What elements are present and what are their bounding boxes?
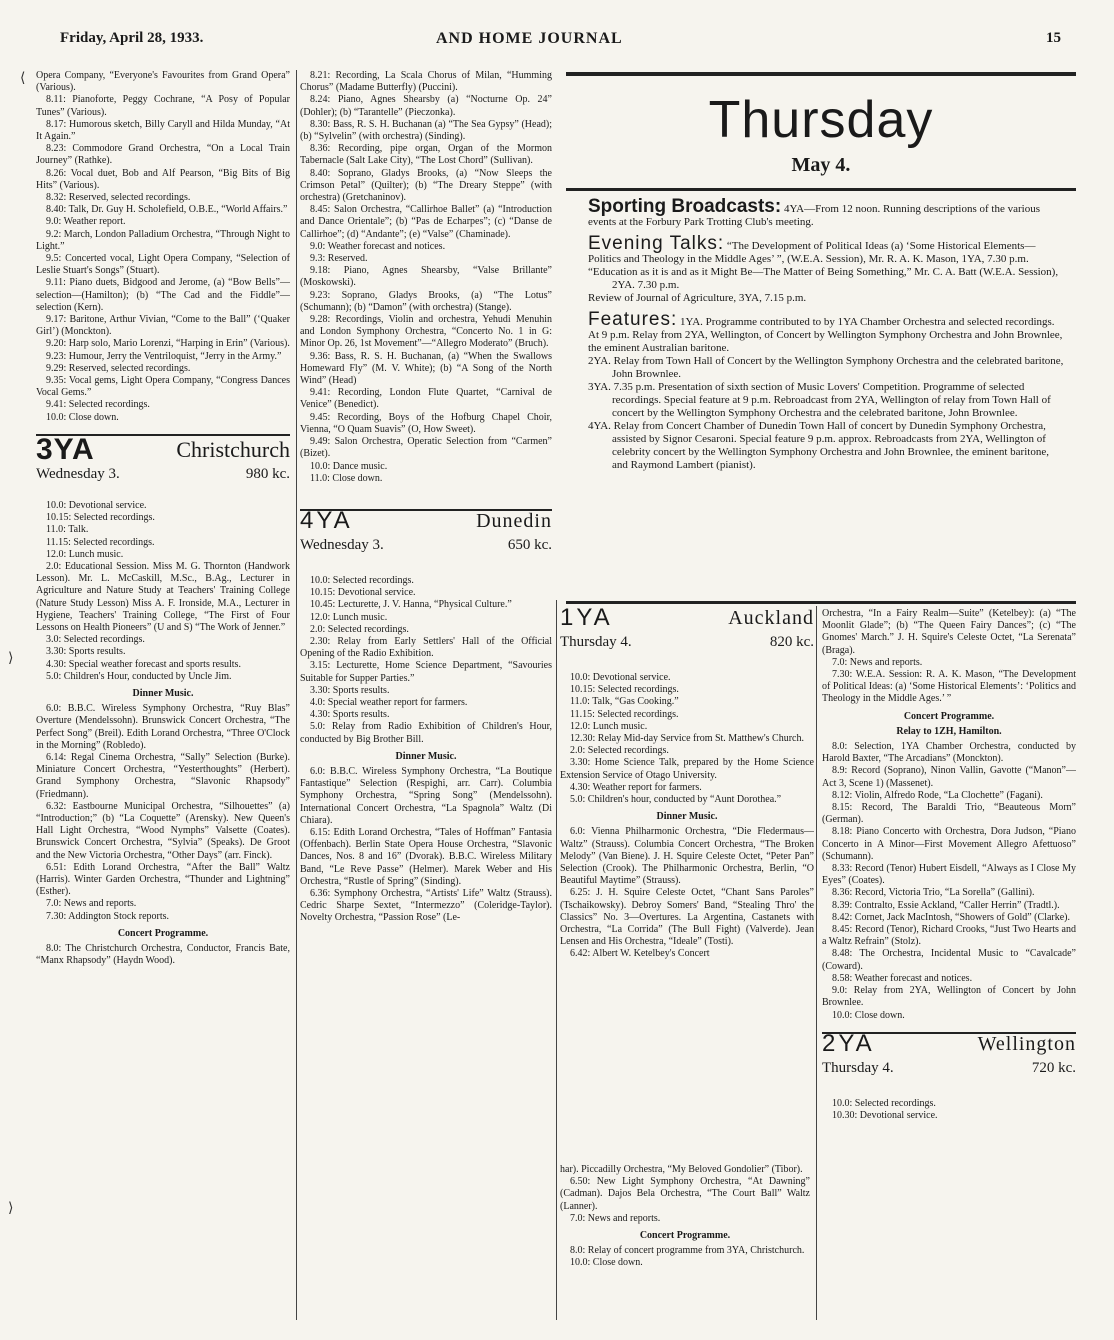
list-item: 8.24: Piano, Agnes Shearsby (a) “Nocturne Op. 24” (Dohler); (b) “Tarantelle” (Pieczonka).	[300, 94, 552, 118]
station-day: Thursday 4.	[560, 634, 632, 650]
list-item: 8.23: Commodore Grand Orchestra, “On a Local Train Journey” (Rathke).	[36, 143, 290, 167]
list-item: 2.0: Educational Session. Miss M. G. Thornton (Handwork Lesson). Mr. L. McCaskill, M.Sc., B.Ag., Lecturer in Agriculture and Nature Study at Teachers' Training College (Nature Study Lesson) Miss A. F. Ironside, M.A., Lecturer in Hygiene, Teachers' Training College, “The First of Four Lessons on Health Pioneers” (U and S) “The Work of Jenner.”	[36, 560, 290, 633]
list-item: 8.18: Piano Concerto with Orchestra, Dora Judson, “Piano Concerto in A Minor—First Movement Allegro Afettuoso” (Schumann).	[822, 826, 1076, 862]
list-item: 8.21: Recording, La Scala Chorus of Milan, “Humming Chorus” (Madame Butterfly) (Puccini).	[300, 70, 552, 94]
section-heading: Dinner Music.	[132, 687, 194, 699]
section-heading: Dinner Music.	[656, 811, 718, 823]
list-item: 8.26: Vocal duet, Bob and Alf Pearson, “Big Bits of Big Hits” (Various).	[36, 167, 290, 191]
station-header-2ya	[822, 1029, 1076, 1084]
list-item: 6.51: Edith Lorand Orchestra, “After the Ball” Waltz (Harris). Winter Garden Orchestra, “Thunder and Lightning” (Esther).	[36, 861, 290, 898]
list-item: 10.0: Selected recordings.	[310, 574, 414, 586]
list-item: 8.39: Contralto, Essie Ackland, “Caller Herrin” (Tradtl.).	[832, 899, 1060, 911]
sporting-broadcasts	[588, 196, 1064, 229]
list-item: 10.0: Close down.	[832, 1009, 905, 1021]
list-item: 10.30: Devotional service.	[832, 1109, 938, 1121]
list-item: 8.36: Record, Victoria Trio, “La Sorella” (Gallini).	[832, 887, 1035, 899]
section-subheading: Relay to 1ZH, Hamilton.	[896, 725, 1002, 737]
list-item: 2.0: Selected recordings.	[570, 745, 669, 757]
column-1	[36, 70, 290, 1320]
list-item: 9.29: Reserved, selected recordings.	[46, 362, 191, 374]
list-item: 9.45: Recording, Boys of the Hofburg Chapel Choir, Vienna, “O Quam Suavis” (O, How Sweet).	[300, 411, 552, 435]
list-item: 4.0: Special weather report for farmers.	[310, 696, 468, 708]
list-item: 10.45: Lecturette, J. V. Hanna, “Physical Culture.”	[310, 599, 512, 611]
features-3ya: 3YA. 7.35 p.m. Presentation of sixth section of Music Lovers' Competition. Programme of selected recordings. Special feature at 9 p.m. Rebroadcast from 2YA, Wellington of relay from Town Hall of concert by the Wellington Symphony Orchestra and the celebrated baritone, John Brownlee.	[588, 381, 1051, 419]
listing-3ya-morning	[36, 500, 290, 683]
listing-1ya-morning	[560, 672, 814, 806]
list-item: 9.3: Reserved.	[310, 253, 368, 265]
list-item: 7.0: News and reports.	[570, 1212, 661, 1224]
list-item: Opera Company, “Everyone's Favourites from Grand Opera” (Various).	[36, 70, 290, 94]
station-header-3ya	[36, 434, 290, 486]
list-item: 6.15: Edith Lorand Orchestra, “Tales of Hoffman” Fantasia (Offenbach). Berlin State Opera House Orchestra, “Slavonic Dances, Nos. 8 and 16” (Dvorak). B.B.C. Wireless Military Band, “Le Reve Passe” (Helmer). Marek Weber and His Orchestra, “Rustle of Spring” (Sinding).	[300, 826, 552, 887]
list-item: 8.0: The Christchurch Orchestra, Conductor, Francis Bate, “Manx Rhapsody” (Haydn Wood).	[36, 943, 290, 967]
highlights-body	[588, 196, 1064, 480]
list-item: 11.0: Talk.	[46, 524, 89, 536]
station-city: Dunedin	[476, 509, 552, 532]
listing-2ya-thursday	[822, 1098, 1076, 1122]
column-divider	[296, 70, 297, 1320]
station-code: 4YA	[300, 506, 353, 534]
station-frequency: 720 kc.	[1031, 1059, 1076, 1076]
list-item: 9.18: Piano, Agnes Shearsby, “Valse Brillante” (Moskowski).	[300, 265, 552, 289]
listing-3ya-dinner	[36, 703, 290, 923]
list-item: 6.14: Regal Cinema Orchestra, “Sally” Selection (Burke). Miniature Concert Orchestra, “Yesterthoughts” (Herbert). Grand Symphony Orchestra, “Slavonic Rhapsody” (Friedmann).	[36, 751, 290, 800]
list-item: 10.15: Selected recordings.	[570, 684, 679, 696]
evening-talk-3: Review of Journal of Agriculture, 3YA, 7.15 p.m.	[588, 292, 807, 304]
day-date: May 4.	[791, 154, 851, 176]
evening-talk-2: “Education as it is and as it Might Be—The Matter of Being Something,” Mr. C. A. Batt (W.E.A. Session), 2YA. 7.30 p.m.	[588, 266, 1059, 291]
list-item: 8.40: Soprano, Gladys Brooks, (a) “Now Sleeps the Crimson Petal” (Quilter); (b) “The Dreary Steppe” (with orchestra) (Gretchaninov).	[300, 167, 552, 204]
features-2ya: 2YA. Relay from Town Hall of Concert by the Wellington Symphony Orchestra and the celebrated baritone, John Brownlee.	[588, 355, 1064, 380]
list-item: 5.0: Children's hour, conducted by “Aunt Dorothea.”	[570, 794, 782, 806]
list-item: 8.58: Weather forecast and notices.	[832, 972, 973, 984]
station-day: Thursday 4.	[822, 1059, 894, 1076]
list-item: 8.0: Selection, 1YA Chamber Orchestra, conducted by Harold Baxter, “The Arcadians” (Monckton).	[822, 741, 1076, 765]
station-city: Wellington	[977, 1032, 1076, 1055]
column-divider	[816, 606, 817, 1320]
listing-4ya-dinner	[300, 766, 552, 925]
column-4	[822, 608, 1076, 1318]
list-item: 10.0: Devotional service.	[570, 672, 671, 683]
list-item: 10.15: Devotional service.	[310, 587, 416, 599]
column-3	[560, 606, 814, 1100]
list-item: 9.5: Concerted vocal, Light Opera Company, “Selection of Leslie Stuart's Songs” (Stuart).	[36, 253, 290, 277]
list-item: 12.0: Lunch music.	[310, 611, 388, 623]
list-item: 8.36: Recording, pipe organ, Organ of the Mormon Tabernacle (Salt Lake City), “The Lost Chord” (Sullivan).	[300, 143, 552, 167]
list-item: 12.30: Relay Mid-day Service from St. Matthew's Church.	[570, 733, 804, 745]
margin-mark: ⟨	[20, 71, 26, 86]
list-item: 3.30: Home Science Talk, prepared by the Home Science Extension Service of Otago University.	[560, 757, 814, 781]
features-4ya: 4YA. Relay from Concert Chamber of Dunedin Town Hall of concert by Dunedin Symphony Orchestra, assisted by Signor Cesaroni. Special feature 9 p.m. approx. Rebroadcasts from 2YA, Wellington of celebrity concert by the Wellington Symphony Orchestra and John Brownlee, the eminent baritone, and Raymond Lambert (pianist).	[588, 420, 1049, 471]
station-day: Wednesday 3.	[300, 536, 384, 553]
evening-text: “The Development of Political Ideas (a) ‘Some Historical Elements—Politics and Theology in the Middle Ages’ ”, (W.E.A. Session), Mr. R. A. K. Mason, 1YA, 7.30 p.m.	[588, 240, 1036, 265]
list-item: 4.30: Sports results.	[310, 709, 390, 721]
list-item: 8.40: Talk, Dr. Guy H. Scholefield, O.B.E., “World Affairs.”	[46, 204, 288, 216]
sporting-label: Sporting Broadcasts:	[588, 196, 782, 217]
listing-1ya-evening	[822, 608, 1076, 706]
column-3-continued	[560, 1164, 810, 1314]
column-divider	[556, 600, 557, 1320]
station-city: Auckland	[728, 607, 814, 629]
list-item: 10.0: Close down.	[570, 1257, 643, 1269]
list-item: 2.30: Relay from Early Settlers' Hall of the Official Opening of the Radio Exhibition.	[300, 635, 552, 660]
page-date: Friday, April 28, 1933.	[60, 30, 204, 46]
list-item: 11.15: Selected recordings.	[46, 536, 155, 548]
list-item: 7.30: Addington Stock reports.	[46, 910, 170, 922]
list-item: 9.23: Humour, Jerry the Ventriloquist, “Jerry in the Army.”	[46, 350, 282, 362]
list-item: 7.0: News and reports.	[832, 656, 923, 668]
list-item: 3.30: Sports results.	[46, 646, 126, 658]
listing-1ya-dinner	[560, 826, 814, 960]
list-item: 8.12: Violin, Alfredo Rode, “La Clochette” (Fagani).	[832, 789, 1043, 801]
list-item: 8.9: Record (Soprano), Ninon Vallin, Gavotte (“Manon”—Act 3, Scene 1) (Massenet).	[822, 765, 1076, 789]
station-header-4ya	[300, 506, 552, 561]
list-item: 8.17: Humorous sketch, Billy Caryll and Hilda Munday, “At It Again.”	[36, 118, 290, 143]
list-item: 9.28: Recordings, Violin and orchestra, Yehudi Menuhin and London Symphony Orchestra, “Concerto No. 1 in G: Minor Op. 26, 1st Movement”—“Allegro Moderato” (Bruch).	[300, 314, 552, 350]
station-header-1ya	[560, 606, 814, 658]
list-item: 8.15: Record, The Baraldi Trio, “Beauteous Morn” (German).	[822, 802, 1076, 826]
list-item: 10.0: Devotional service.	[46, 499, 147, 511]
list-item: 8.32: Reserved, selected recordings.	[46, 192, 191, 204]
station-frequency: 650 kc.	[507, 536, 552, 553]
sporting-text: 4YA—From 12 noon. Running descriptions of the various events at the Forbury Park Trotting Club's meeting.	[588, 203, 1040, 228]
station-frequency: 980 kc.	[245, 465, 290, 482]
list-item: 11.0: Talk, “Gas Cooking.”	[570, 696, 679, 708]
day-title: Thursday	[708, 91, 934, 149]
list-item: 9.2: March, London Palladium Orchestra, “Through Night to Light.”	[36, 228, 290, 252]
station-city: Christchurch	[176, 436, 290, 462]
list-item: 8.45: Salon Orchestra, “Callirhoe Ballet” (a) “Introduction and Dance Orientale”; (b) “Pas de Echarpes”; (c) “Danse de Callirhoe”; (d) “Andante”; (e) “Valse” (Chaminade).	[300, 204, 552, 240]
divider	[566, 188, 1076, 191]
list-item: 9.36: Bass, R. S. H. Buchanan, (a) “When the Swallows Homeward Fly” (M. V. White); (b) “A Song of the North Wind” (Head)	[300, 350, 552, 387]
list-item: 3.15: Lecturette, Home Science Department, “Savouries Suitable for Supper Parties.”	[300, 660, 552, 684]
list-item: 5.0: Relay from Radio Exhibition of Children's Hour, conducted by Big Brother Bill.	[300, 721, 552, 745]
list-item: 9.35: Vocal gems, Light Opera Company, “Congress Dances Vocal Gems.”	[36, 375, 290, 399]
list-item: 6.36: Symphony Orchestra, “Artists' Life” Waltz (Strauss). Cedric Sharpe Sextet, “Intermezzo” (Coleridge-Taylor). Novelty Orchestra, “Passion Rose” (Le-	[300, 887, 552, 924]
list-item: 10.0: Close down.	[46, 411, 119, 423]
listing-4ya-dinner-continued	[560, 1164, 810, 1225]
section-heading: Concert Programme.	[639, 1230, 731, 1242]
list-item: 6.25: J. H. Squire Celeste Octet, “Chant Sans Paroles” (Tschaikowsky). Debroy Somers' Band, “Stealing Thro' the Classics” No. 3—Overtures. La Argentina, Castanets with Orchestra, “La Corrida” (The Bull Fight) (Valverde). Jean Lensen and His Orchestra, “Ideale” (Tosti).	[560, 887, 814, 948]
features	[588, 309, 1064, 472]
list-item: 10.15: Selected recordings.	[46, 512, 155, 524]
thursday-highlights	[566, 72, 1076, 604]
list-item: 10.0: Selected recordings.	[832, 1097, 936, 1109]
list-item: 6.0: B.B.C. Wireless Symphony Orchestra, “Ruy Blas” Overture (Mendelssohn). Brunswick Concert Orchestra, “The Perfect Song” (Breil). Edith Lorand Orchestra, “Three O'Clock in the Morning” (Robledo).	[36, 703, 290, 751]
station-code: 3YA	[36, 432, 95, 466]
list-item: 8.42: Cornet, Jack MacIntosh, “Showers of Gold” (Clarke).	[832, 911, 1070, 923]
station-code: 1YA	[560, 606, 613, 631]
journal-title: AND HOME JOURNAL	[436, 30, 623, 47]
section-heading: Concert Programme.	[117, 927, 209, 939]
list-item: 4.30: Weather report for farmers.	[570, 781, 702, 793]
list-item: 12.0: Lunch music.	[46, 548, 124, 560]
list-item: 6.50: New Light Symphony Orchestra, “At Dawning” (Cadman). Dajos Bela Orchestra, “The Court Ball” Waltz (Lanner).	[560, 1176, 810, 1212]
list-item: 9.49: Salon Orchestra, Operatic Selection from “Carmen” (Bizet).	[300, 436, 552, 460]
listing-2ya-wednesday	[300, 70, 552, 485]
list-item: 9.41: Recording, London Flute Quartet, “Carnival de Venice” (Benedict).	[300, 387, 552, 411]
list-item: 9.0: Weather forecast and notices.	[310, 240, 446, 252]
list-item: 5.0: Children's Hour, conducted by Uncle Jim.	[46, 670, 232, 682]
list-item: 9.41: Selected recordings.	[46, 399, 150, 411]
list-item: 8.45: Record (Tenor), Richard Crooks, “Just Two Hearts and a Waltz Refrain” (Stolz).	[822, 924, 1076, 948]
list-item: 7.30: W.E.A. Session: R. A. K. Mason, “The Development of Political Ideas: (a) ‘Some Historical Elements’: ‘Politics and Theology in the Middle Ages.’ ”	[822, 669, 1076, 705]
list-item: 3.30: Sports results.	[310, 684, 390, 696]
evening-label: Evening Talks:	[588, 233, 725, 254]
list-item: 12.0: Lunch music.	[570, 720, 648, 732]
list-item: Orchestra, “In a Fairy Realm—Suite” (Ketelbey): (a) “The Moonlit Glade”; (b) “The Queen Fairy Dances”; (c) “The Gnomes' March.” J. H. Squire's Celeste Octet, “La Serenata” (Braga).	[822, 608, 1076, 656]
margin-mark: ⟩	[8, 1201, 14, 1216]
list-item: 6.0: Vienna Philharmonic Orchestra, “Die Fledermaus—Waltz” (Strauss). Columbia Concert Orchestra, “The Broken Melody” (Van Biene). J. H. Squire Celeste Octet, “Peter Pan” Selection (Crook). The Philharmonic Orchestra, Berlin, “O Beautiful Maytime” (Strauss).	[560, 826, 814, 887]
station-day: Wednesday 3.	[36, 465, 120, 482]
list-item: 9.23: Soprano, Gladys Brooks, (a) “The Lotus” (Schumann); (b) “Damon” (with orchestra) (Stange).	[300, 289, 552, 313]
list-item: 8.11: Pianoforte, Peggy Cochrane, “A Posy of Popular Tunes” (Various).	[36, 94, 290, 118]
divider	[566, 72, 1076, 76]
listing-3ya-continued	[36, 70, 290, 424]
list-item: 4.30: Special weather forecast and sports results.	[46, 658, 241, 670]
station-code: 2YA	[822, 1029, 875, 1057]
list-item: 8.30: Bass, R. S. H. Buchanan (a) “The Sea Gypsy” (Head); (b) “Sylvelin” (with orchestra) (Sinding).	[300, 118, 552, 143]
list-item: 6.0: B.B.C. Wireless Symphony Orchestra, “La Boutique Fantastique” Selection (Respighi, arr. Carr). Columbia Symphony Orchestra, “Spring Song” (Mendelssohn). International Concert Orchestra, “La Spagnola” Waltz (Di Chiara).	[300, 765, 552, 826]
listing-3ya-concert	[36, 943, 290, 967]
section-heading: Dinner Music.	[395, 750, 457, 762]
list-item: 6.42: Albert W. Ketelbey's Concert	[570, 948, 710, 960]
features-label: Features:	[588, 309, 678, 330]
list-item: 9.0: Relay from 2YA, Wellington of Concert by John Brownlee.	[822, 985, 1076, 1009]
list-item: 10.0: Dance music.	[310, 460, 388, 472]
listing-4ya-concert	[560, 1245, 810, 1269]
list-item: 7.0: News and reports.	[46, 898, 137, 910]
column-2	[300, 70, 552, 1320]
list-item: 8.33: Record (Tenor) Hubert Eisdell, “Always as I Close My Eyes” (Coates).	[822, 863, 1076, 887]
page-number: 15	[1046, 30, 1061, 46]
list-item: 3.0: Selected recordings.	[46, 634, 145, 646]
list-item: 11.15: Selected recordings.	[570, 708, 679, 720]
list-item: 9.17: Baritone, Arthur Vivian, “Come to the Ball” (‘Quaker Girl’) (Monckton).	[36, 314, 290, 338]
list-item: 9.11: Piano duets, Bidgood and Jerome, (a) “Bow Bells”—selection—(Hamilton); (b) “The Cad and the Fiddle”—selection (Kern).	[36, 277, 290, 313]
margin-mark: ⟩	[8, 651, 14, 666]
list-item: 2.0: Selected recordings.	[310, 623, 409, 635]
list-item: 8.48: The Orchestra, Incidental Music to “Cavalcade” (Coward).	[822, 948, 1076, 972]
section-heading: Concert Programme.	[903, 710, 995, 722]
evening-talks	[588, 233, 1064, 305]
list-item: 9.0: Weather report.	[46, 216, 126, 228]
divider	[566, 601, 1076, 604]
list-item: 9.20: Harp solo, Mario Lorenzi, “Harping in Erin” (Various).	[46, 338, 290, 350]
list-item: 11.0: Close down.	[310, 472, 383, 484]
listing-1ya-concert	[822, 741, 1076, 1022]
list-item: har). Piccadilly Orchestra, “My Beloved Gondolier” (Tibor).	[560, 1164, 803, 1175]
list-item: 6.32: Eastbourne Municipal Orchestra, “Silhouettes” (a) “Introduction;” (b) “La Coquette” (Arensky). New Queen's Hall Light Orchestra, “Wood Nymphs” Valsette (Coates). Brunswick Concert Orchestra, “Sylvia” (Speaks). De Groot and the New Victoria Orchestra, “Other Days” (arr. Finck).	[36, 800, 290, 861]
station-frequency: 820 kc.	[769, 634, 814, 650]
list-item: 8.0: Relay of concert programme from 3YA, Christchurch.	[570, 1245, 805, 1257]
listing-4ya-morning	[300, 575, 552, 746]
features-1ya: 1YA. Programme contributed to by 1YA Chamber Orchestra and selected recordings. At 9 p.m. Relay from 2YA, Wellington, of Concert by Wellington Symphony Orchestra and John Brownlee, the eminent Australian baritone.	[588, 316, 1063, 354]
